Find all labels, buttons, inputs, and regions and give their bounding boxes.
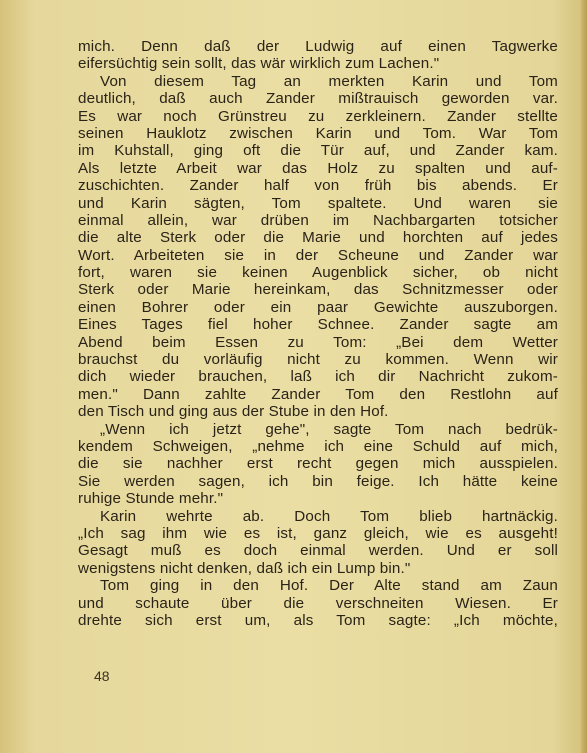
text-line: im Kuhstall, ging oft die Tür auf, und Zander kam. <box>78 142 558 160</box>
text-line: drehte sich erst um, als Tom sagte: „Ich möchte, <box>78 611 558 629</box>
text-line: Tom ging in den Hof. Der Alte stand am Zaun <box>100 577 558 595</box>
text-line: einmal allein, war drüben im Nachbargarten totsicher <box>78 211 558 229</box>
text-line: die alte Sterk oder die Marie und horchten auf jedes <box>78 229 558 247</box>
text-line: einen Bohrer oder ein paar Gewichte auszuborgen. <box>78 298 558 316</box>
text-line: und Karin sägten, Tom spaltete. Und waren sie <box>78 194 558 212</box>
text-line: Wort. Arbeiteten sie in der Scheune und Zander war <box>78 246 558 264</box>
text-line: und schaute über die verschneiten Wiesen. Er <box>78 594 558 612</box>
text-line: fort, waren sie keinen Augenblick sicher, ob nicht <box>78 264 558 282</box>
text-line: zuschichten. Zander half von früh bis abends. Er <box>78 177 558 195</box>
body-text <box>78 38 558 629</box>
text-line: dich wieder brauchen, laß ich dir Nachricht zukom- <box>78 368 558 386</box>
text-line: eifersüchtig sein sollt, das wär wirklich zum Lachen." <box>78 55 440 73</box>
text-line: ruhige Stunde mehr." <box>78 490 224 508</box>
text-line: brauchst du vorläufig nicht zu kommen. Wenn wir <box>78 351 558 369</box>
text-line: wenigstens nicht denken, daß ich ein Lump bin." <box>78 559 411 577</box>
page-edge <box>581 0 587 753</box>
text-line: „Ich sag ihm wie es ist, ganz gleich, wie es ausgeht! <box>78 524 558 542</box>
text-line: Sie werden sagen, ich bin feige. Ich hätte keine <box>78 472 558 490</box>
text-line: kendem Schweigen, „nehme ich eine Schuld auf mich, <box>78 437 558 455</box>
text-line: Eines Tages fiel hoher Schnee. Zander sagte am <box>78 316 558 334</box>
text-line: deutlich, daß auch Zander mißtrauisch geworden var. <box>78 90 558 108</box>
text-line: die sie nachher erst recht gegen mich ausspielen. <box>78 455 558 473</box>
text-line: Es war noch Grünstreu zu zerkleinern. Zander stellte <box>78 107 558 125</box>
page-number: 48 <box>94 668 110 684</box>
text-line: Sterk oder Marie hereinkam, das Schnitzmesser oder <box>78 281 558 299</box>
text-line: „Wenn ich jetzt gehe", sagte Tom nach bedrük- <box>100 420 558 438</box>
text-line: men." Dann zahlte Zander Tom den Restlohn auf <box>78 385 558 403</box>
text-line: den Tisch und ging aus der Stube in den Hof. <box>78 403 389 421</box>
text-line: Gesagt muß es doch einmal werden. Und er soll <box>78 542 558 560</box>
text-line: Abend beim Essen zu Tom: „Bei dem Wetter <box>78 333 558 351</box>
text-line: Karin wehrte ab. Doch Tom blieb hartnäckig. <box>100 507 558 525</box>
text-line: Von diesem Tag an merkten Karin und Tom <box>100 72 558 90</box>
text-line: seinen Hauklotz zwischen Karin und Tom. War Tom <box>78 124 558 142</box>
text-line: mich. Denn daß der Ludwig auf einen Tagwerke <box>78 38 558 55</box>
text-line: Als letzte Arbeit war das Holz zu spalten und auf- <box>78 159 558 177</box>
